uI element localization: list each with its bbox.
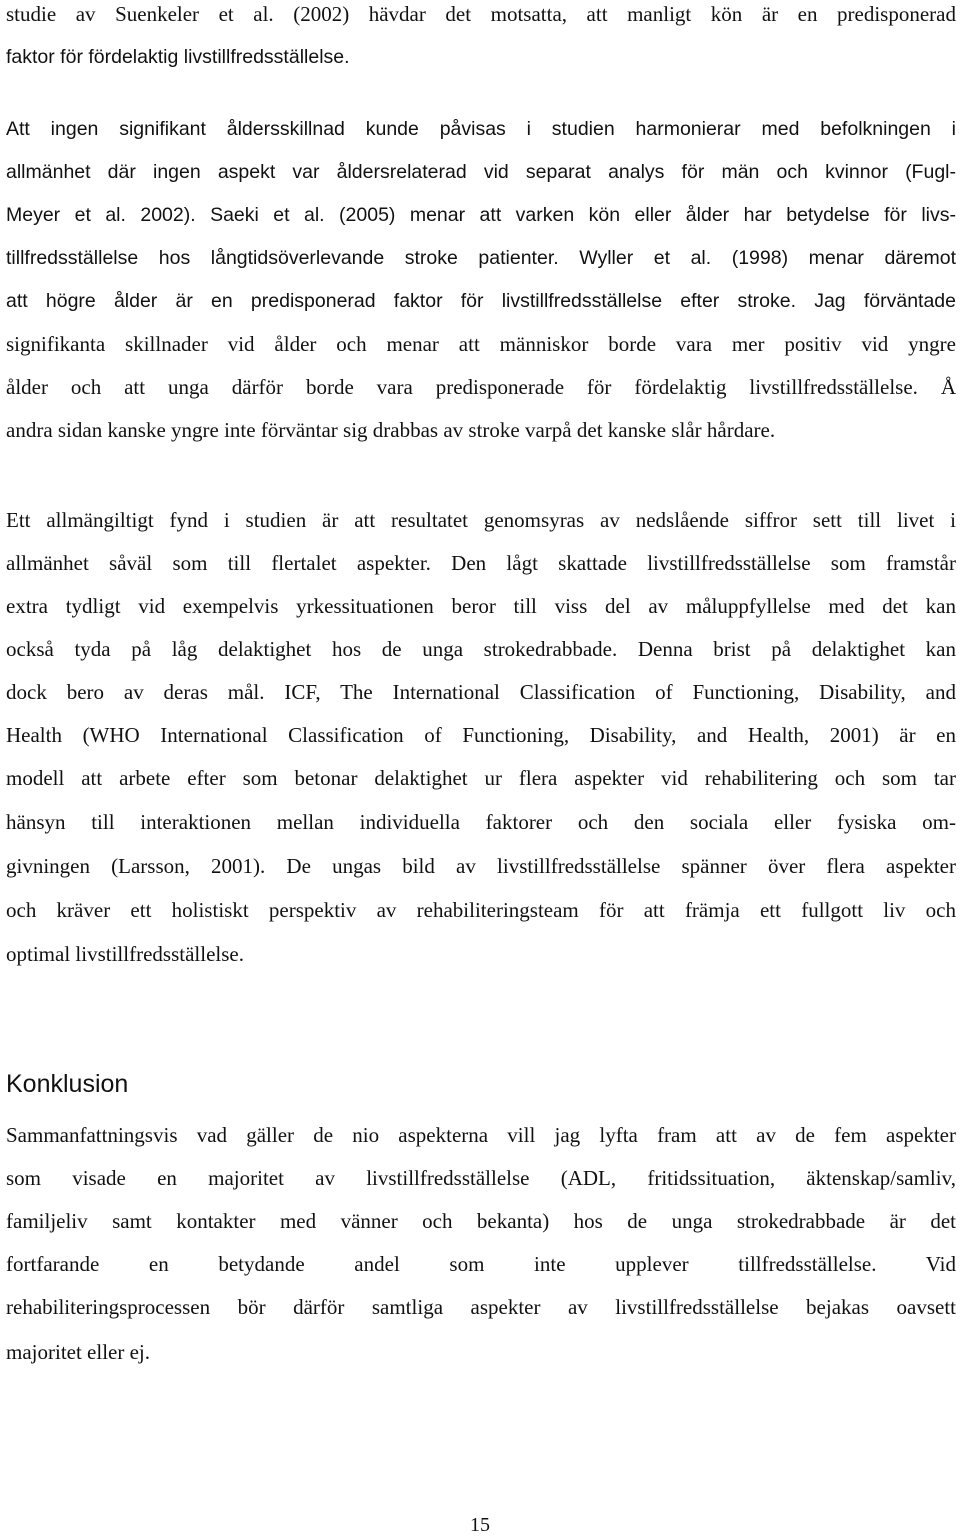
text-line: Meyer et al. 2002). Saeki et al. (2005) menar att varken kön eller ålder har betydelse för livs- xyxy=(6,204,956,226)
text-line: majoritet eller ej. xyxy=(6,1340,151,1364)
text-line: dock bero av deras mål. ICF, The International Classification of Functioning, Disability, and xyxy=(6,680,956,704)
text-line: också tyda på låg delaktighet hos de unga strokedrabbade. Denna brist på delaktighet kan xyxy=(6,637,956,661)
text-line: allmänhet där ingen aspekt var åldersrelaterad vid separat analys för män och kvinnor (Fugl- xyxy=(6,161,956,183)
page-number: 15 xyxy=(470,1514,490,1536)
text-line: hänsyn till interaktionen mellan individuella faktorer och den sociala eller fysiska om- xyxy=(6,810,956,834)
text-line: givningen (Larsson, 2001). De ungas bild av livstillfredsställelse spänner över flera aspekter xyxy=(6,854,956,878)
text-line: tillfredsställelse hos långtidsöverlevande stroke patienter. Wyller et al. (1998) menar däremot xyxy=(6,247,956,269)
text-line: att högre ålder är en predisponerad faktor för livstillfredsställelse efter stroke. Jag förväntade xyxy=(6,290,956,312)
text-line: rehabiliteringsprocessen bör därför samtliga aspekter av livstillfredsställelse bejakas oavsett xyxy=(6,1295,956,1319)
text-line: ålder och att unga därför borde vara predisponerade för fördelaktig livstillfredsställelse. Å xyxy=(6,375,956,399)
text-line: Att ingen signifikant åldersskillnad kunde påvisas i studien harmonierar med befolkningen i xyxy=(6,118,956,140)
text-line: allmänhet såväl som till flertalet aspekter. Den lågt skattade livstillfredsställelse som framstår xyxy=(6,551,956,575)
text-line: modell att arbete efter som betonar delaktighet ur flera aspekter vid rehabilitering och som tar xyxy=(6,766,956,790)
text-line: signifikanta skillnader vid ålder och menar att människor borde vara mer positiv vid yngre xyxy=(6,332,956,356)
text-line: familjeliv samt kontakter med vänner och bekanta) hos de unga strokedrabbade är det xyxy=(6,1209,956,1233)
text-line: Sammanfattningsvis vad gäller de nio aspekterna vill jag lyfta fram att av de fem aspekter xyxy=(6,1123,956,1147)
text-line: Ett allmängiltigt fynd i studien är att resultatet genomsyras av nedslående siffror sett till livet i xyxy=(6,508,956,532)
section-heading: Konklusion xyxy=(6,1070,129,1098)
text-line: optimal livstillfredsställelse. xyxy=(6,942,244,966)
text-line: studie av Suenkeler et al. (2002) hävdar det motsatta, att manligt kön är en predisponerad xyxy=(6,2,956,26)
text-line: faktor för fördelaktig livstillfredsställelse. xyxy=(6,46,350,68)
text-line: Health (WHO International Classification of Functioning, Disability, and Health, 2001) är en xyxy=(6,723,956,747)
text-line: andra sidan kanske yngre inte förväntar sig drabbas av stroke varpå det kanske slår hårdare. xyxy=(6,418,776,442)
text-line: extra tydligt vid exempelvis yrkessituationen beror till viss del av måluppfyllelse med det kan xyxy=(6,594,956,618)
text-line: som visade en majoritet av livstillfredsställelse (ADL, fritidssituation, äktenskap/samliv, xyxy=(6,1166,956,1190)
text-line: och kräver ett holistiskt perspektiv av rehabiliteringsteam för att främja ett fullgott liv och xyxy=(6,898,956,922)
text-line: fortfarande en betydande andel som inte upplever tillfredsställelse. Vid xyxy=(6,1252,956,1276)
